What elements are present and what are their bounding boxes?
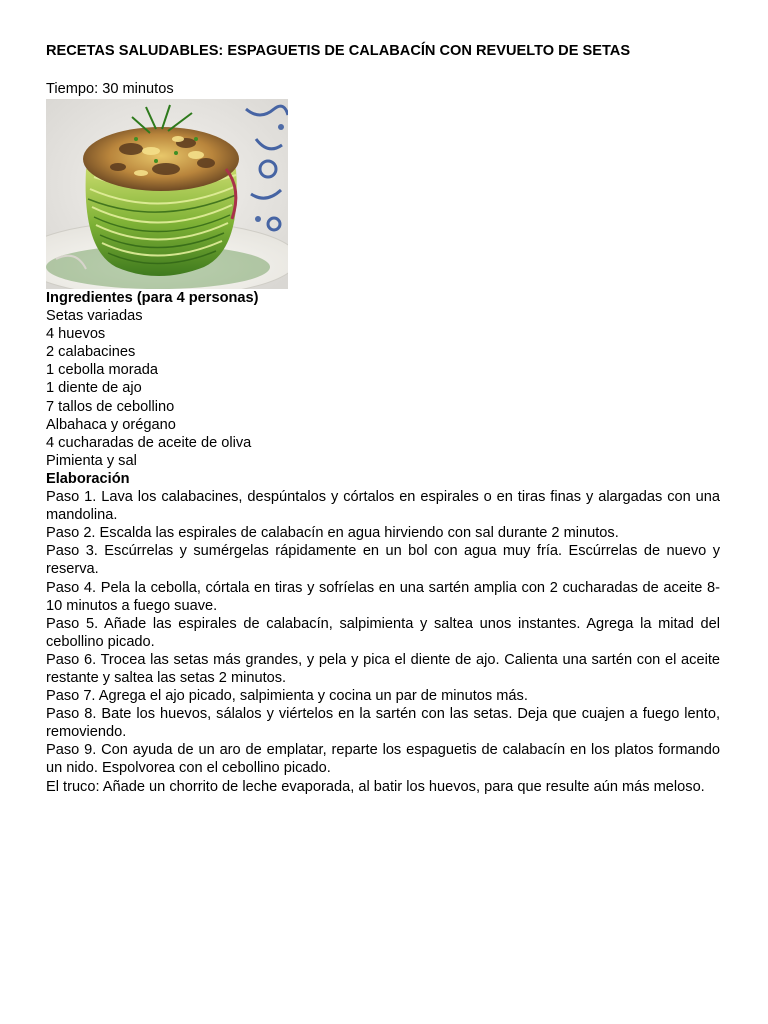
recipe-time: Tiempo: 30 minutos (46, 81, 174, 97)
list-item: Albahaca y orégano (46, 416, 176, 433)
list-item: 4 huevos (46, 326, 106, 343)
steps-list (46, 488, 720, 796)
step-item: Paso 4. Pela la cebolla, córtala en tiras y sofríelas en una sartén amplia con 2 cucharadas de aceite 8-10 minutos a fuego suave. (46, 579, 720, 614)
recipe-title: RECETAS SALUDABLES: ESPAGUETIS DE CALABACÍN CON REVUELTO DE SETAS (46, 43, 631, 59)
list-item: 1 cebolla morada (46, 362, 158, 379)
zucchini-spaghetti-photo (46, 99, 288, 289)
list-item: 4 cucharadas de aceite de oliva (46, 434, 252, 451)
step-item: Paso 7. Agrega el ajo picado, salpimienta y cocina un par de minutos más. (46, 688, 528, 705)
ingredients-list (46, 307, 720, 470)
step-item: Paso 2. Escalda las espirales de calabacín en agua hirviendo con sal durante 2 minutos. (46, 525, 619, 542)
step-item: Paso 8. Bate los huevos, sálalos y viértelos en la sartén con las setas. Deja que cuajen a fuego lento, removiendo. (46, 706, 720, 741)
ingredients-heading: Ingredientes (para 4 personas) (46, 290, 259, 306)
step-item: Paso 6. Trocea las setas más grandes, y pela y pica el diente de ajo. Calienta una sartén con el aceite restante y saltea las setas 2 minutos. (46, 651, 720, 686)
list-item: Pimienta y sal (46, 452, 137, 469)
step-item: Paso 1. Lava los calabacines, despúntalos y córtalos en espirales o en tiras finas y alargadas con una mandolina. (46, 489, 720, 524)
step-item: Paso 9. Con ayuda de un aro de emplatar, reparte los espaguetis de calabacín en los platos formando un nido. Espolvorea con el cebollino picado. (46, 742, 720, 777)
list-item: Setas variadas (46, 308, 143, 325)
step-item: Paso 5. Añade las espirales de calabacín, salpimienta y saltea unos instantes. Agrega la mitad del cebollino picado. (46, 615, 720, 650)
list-item: 7 tallos de cebollino (46, 398, 175, 415)
list-item: 1 diente de ajo (46, 380, 142, 397)
step-item: Paso 3. Escúrrelas y sumérgelas rápidamente en un bol con agua muy fría. Escúrrelas de nuevo y reserva. (46, 543, 720, 578)
steps-heading: Elaboración (46, 470, 130, 487)
recipe-photo (46, 99, 288, 289)
recipe-document (46, 42, 720, 796)
recipe-tip: El truco: Añade un chorrito de leche evaporada, al batir los huevos, para que resulte aún más meloso. (46, 778, 705, 795)
list-item: 2 calabacines (46, 344, 136, 361)
